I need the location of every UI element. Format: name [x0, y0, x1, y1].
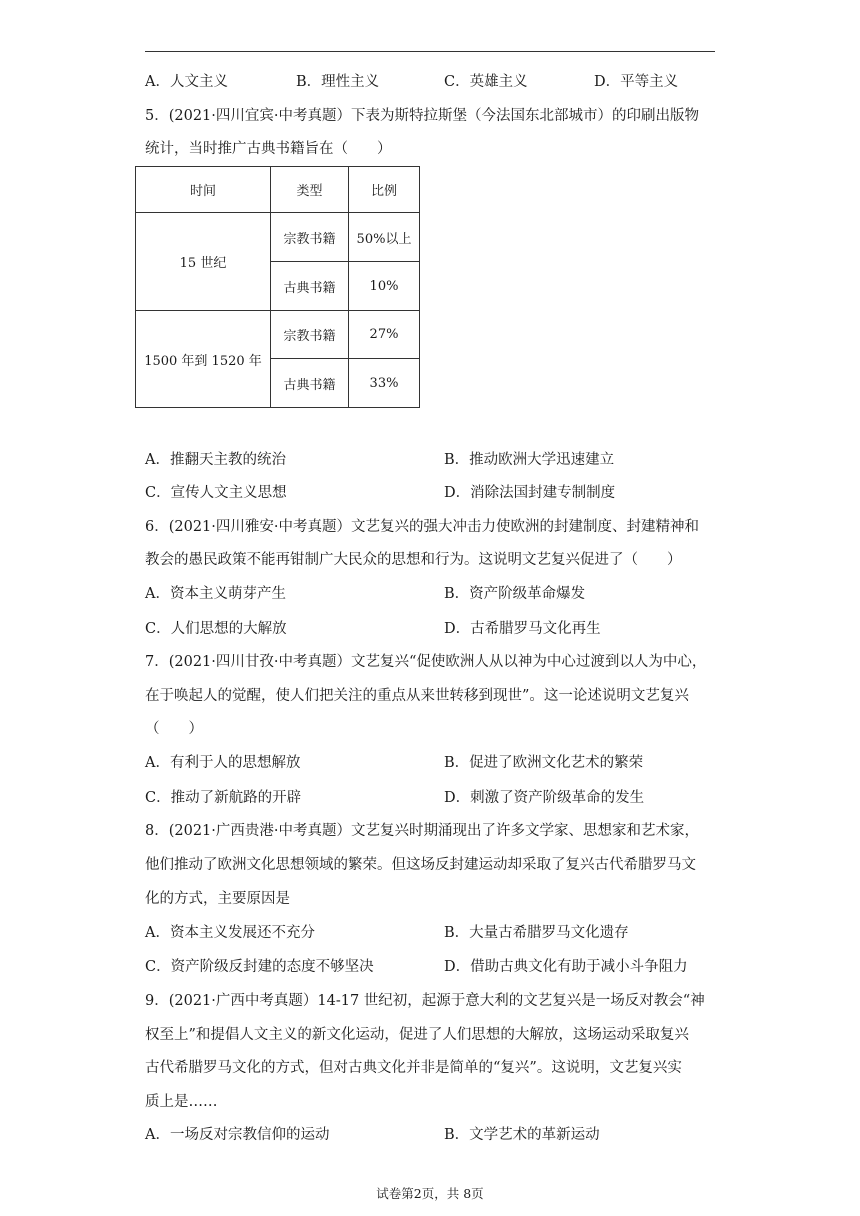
q5-stem-line1: 5．(2021·四川宜宾·中考真题）下表为斯特拉斯堡（今法国东北部城市）的印刷出版物	[145, 108, 699, 124]
table-cell-type: 古典书籍	[271, 359, 349, 408]
q7-option-a: A．有利于人的思想解放	[145, 755, 301, 771]
q8-option-d: D．借助古典文化有助于减小斗争阻力	[444, 959, 688, 975]
q9-stem-line4: 质上是……	[145, 1094, 218, 1110]
q6-stem-line1: 6．(2021·四川雅安·中考真题）文艺复兴的强大冲击力使欧洲的封建制度、封建精神和	[145, 519, 699, 535]
q5-option-d: D．消除法国封建专制制度	[444, 485, 616, 501]
table-cell-type: 宗教书籍	[271, 213, 349, 262]
q8-stem-line2: 他们推动了欧洲文化思想领域的繁荣。但这场反封建运动却采取了复兴古代希腊罗马文	[145, 857, 696, 873]
q8-option-a: A．资本主义发展还不充分	[145, 925, 315, 941]
q9-option-b: B．文学艺术的革新运动	[444, 1127, 600, 1143]
q4-option-a: A．人文主义	[145, 74, 228, 90]
table-cell-ratio: 10%	[349, 262, 420, 311]
q6-option-b: B．资产阶级革命爆发	[444, 586, 586, 602]
q9-stem-line3: 古代希腊罗马文化的方式，但对古典文化并非是简单的“复兴”。这说明，文艺复兴实	[145, 1060, 682, 1076]
q7-stem-line2: 在于唤起人的觉醒，使人们把关注的重点从来世转移到现世”。这一论述说明文艺复兴	[145, 688, 689, 704]
q6-stem-line2: 教会的愚民政策不能再钳制广大民众的思想和行为。这说明文艺复兴促进了（ ）	[145, 552, 682, 568]
q4-option-d: D．平等主义	[594, 74, 679, 90]
q5-option-a: A．推翻天主教的统治	[145, 452, 286, 468]
q5-option-c: C．宣传人文主义思想	[145, 485, 287, 501]
q4-option-c: C．英雄主义	[444, 74, 528, 90]
q7-option-b: B．促进了欧洲文化艺术的繁荣	[444, 755, 644, 771]
q6-option-d: D．古希腊罗马文化再生	[444, 621, 601, 637]
q6-option-a: A．资本主义萌芽产生	[145, 586, 286, 602]
q4-option-b: B．理性主义	[296, 74, 380, 90]
table-period-1500-1520: 1500 年到 1520 年	[136, 311, 271, 408]
q7-option-d: D．刺激了资产阶级革命的发生	[444, 790, 645, 806]
q9-stem-line1: 9．(2021·广西中考真题）14-17 世纪初，起源于意大利的文艺复兴是一场反对教会“神	[145, 993, 705, 1009]
table-cell-ratio: 33%	[349, 359, 420, 408]
q6-option-c: C．人们思想的大解放	[145, 621, 287, 637]
q5-option-b: B．推动欧洲大学迅速建立	[444, 452, 615, 468]
table-cell-type: 古典书籍	[271, 262, 349, 311]
table-cell-ratio: 50%以上	[349, 213, 420, 262]
q7-stem-line1: 7．(2021·四川甘孜·中考真题）文艺复兴“促使欧洲人从以神为中心过渡到以人为中心，	[145, 654, 707, 670]
table-period-15th-century: 15 世纪	[136, 213, 271, 311]
q9-stem-line2: 权至上”和提倡人文主义的新文化运动，促进了人们思想的大解放，这场运动采取复兴	[145, 1027, 689, 1043]
q7-stem-line3: （ ）	[145, 721, 203, 737]
q8-option-b: B．大量古希腊罗马文化遗存	[444, 925, 629, 941]
top-rule	[145, 51, 715, 52]
table-header-time: 时间	[136, 167, 271, 213]
q9-option-a: A．一场反对宗教信仰的运动	[145, 1127, 330, 1143]
q5-stem-line2: 统计，当时推广古典书籍旨在（ ）	[145, 141, 392, 157]
page-footer: 试卷第2页，共 8页	[376, 1186, 484, 1201]
table-header-type: 类型	[271, 167, 349, 213]
table-header-ratio: 比例	[349, 167, 420, 213]
table-cell-ratio: 27%	[349, 311, 420, 359]
q8-option-c: C．资产阶级反封建的态度不够坚决	[145, 959, 374, 975]
q8-stem-line1: 8．(2021·广西贵港·中考真题）文艺复兴时期涌现出了许多文学家、思想家和艺术家，	[145, 823, 699, 839]
q5-statistics-table	[135, 166, 420, 408]
q8-stem-line3: 化的方式，主要原因是	[145, 891, 290, 907]
table-cell-type: 宗教书籍	[271, 311, 349, 359]
q7-option-c: C．推动了新航路的开辟	[145, 790, 302, 806]
